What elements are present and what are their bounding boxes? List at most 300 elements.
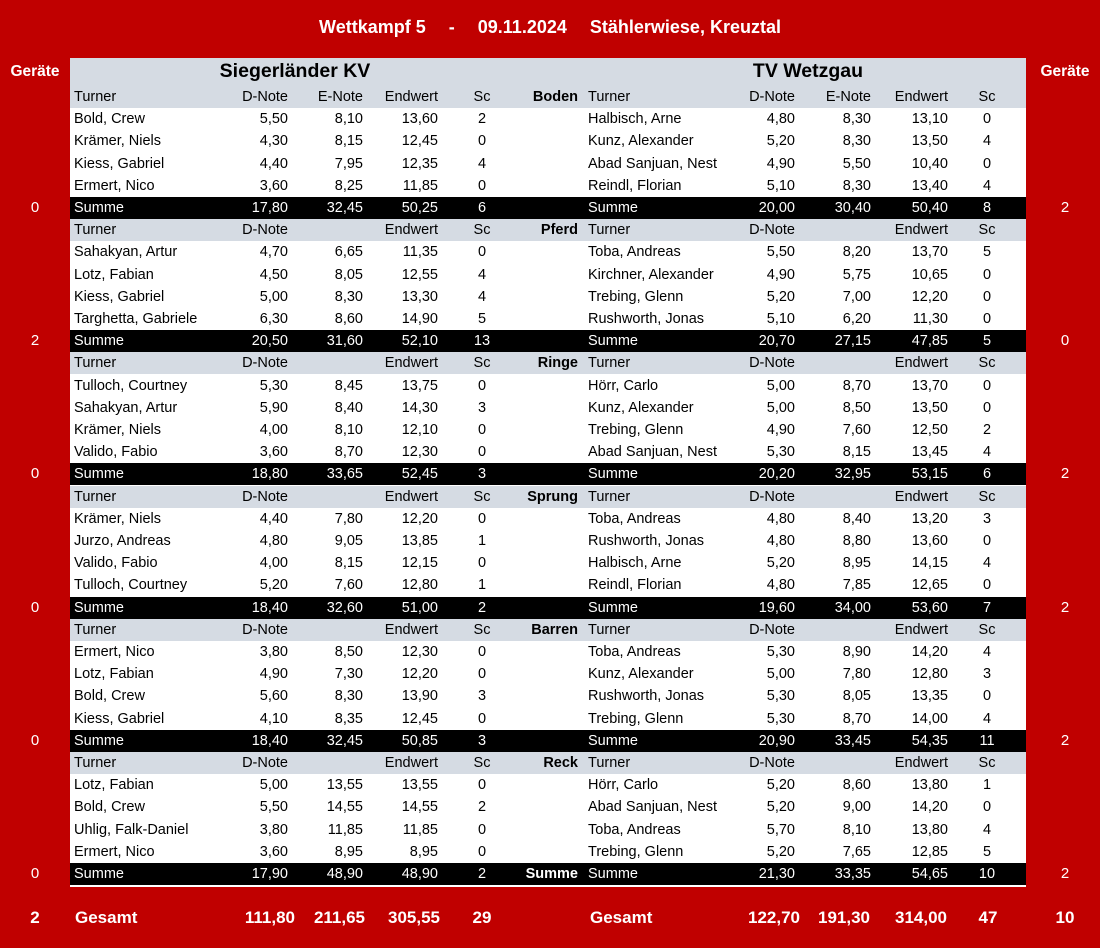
header-turner: Turner xyxy=(588,488,631,505)
enote-value: 8,90 xyxy=(842,644,871,660)
score-points: 4 xyxy=(982,555,992,572)
header-dnote: D-Note xyxy=(749,621,795,638)
summe-dnote: 17,80 xyxy=(251,200,288,216)
summe-label: Summe xyxy=(588,466,638,483)
summe-label: Summe xyxy=(74,200,124,216)
header-endwert: Endwert xyxy=(894,755,948,771)
gymnast-name: Kirchner, Alexander xyxy=(588,266,714,283)
summe-label: Summe xyxy=(588,866,638,882)
enote-value: 13,55 xyxy=(326,777,363,794)
gymnast-name: Bold, Crew xyxy=(74,688,145,705)
gesamt-left-endwert: 305,55 xyxy=(388,908,440,927)
header-sc: Sc xyxy=(978,621,996,638)
header-turner: Turner xyxy=(588,755,631,771)
enote-value: 8,15 xyxy=(334,133,363,150)
summe-dnote: 18,80 xyxy=(251,466,288,483)
endwert-value: 13,50 xyxy=(911,399,948,416)
endwert-value: 11,85 xyxy=(402,177,438,194)
gymnast-name: Ermert, Nico xyxy=(74,644,155,660)
gymnast-name: Reindl, Florian xyxy=(588,177,682,194)
endwert-value: 13,80 xyxy=(911,821,948,838)
endwert-value: 12,85 xyxy=(911,843,948,860)
gymnast-name: Lotz, Fabian xyxy=(74,266,154,283)
dnote-value: 4,50 xyxy=(259,266,288,283)
gymnast-row xyxy=(70,175,1026,197)
gymnast-name: Rushworth, Jonas xyxy=(588,533,705,549)
gymnast-name: Targhetta, Gabriele xyxy=(74,311,198,327)
header-enote: E-Note xyxy=(825,89,871,105)
gymnast-name: Lotz, Fabian xyxy=(74,666,154,683)
summe-label: Summe xyxy=(588,599,638,616)
apparatus-name: Pferd xyxy=(540,222,578,239)
dnote-value: 3,80 xyxy=(259,644,288,660)
score-points: 0 xyxy=(982,288,992,305)
enote-value: 8,25 xyxy=(334,177,363,194)
score-points: 4 xyxy=(477,155,487,172)
header-dnote: D-Note xyxy=(749,755,795,771)
header-sc: Sc xyxy=(473,89,491,105)
gymnast-name: Ermert, Nico xyxy=(74,843,155,860)
gesamt-right-dnote: 122,70 xyxy=(748,908,800,927)
summe-endwert: 54,65 xyxy=(911,866,948,882)
gesamt-left-enote: 211,65 xyxy=(313,908,365,927)
enote-value: 7,30 xyxy=(334,666,363,683)
dnote-value: 5,30 xyxy=(766,710,795,727)
summe-dnote: 17,90 xyxy=(251,866,288,882)
gymnast-row xyxy=(70,574,1026,596)
header-endwert: Endwert xyxy=(384,355,438,372)
enote-value: 5,50 xyxy=(842,155,871,172)
score-points: 5 xyxy=(477,311,487,327)
summe-sc: 11 xyxy=(979,732,995,749)
gesamt-points-left: 2 xyxy=(30,908,40,927)
summe-label: Summe xyxy=(74,732,124,749)
endwert-value: 14,30 xyxy=(401,399,438,416)
event-name: Wettkampf 5 xyxy=(319,17,426,37)
endwert-value: 12,20 xyxy=(401,666,438,683)
enote-value: 8,70 xyxy=(334,444,363,461)
gymnast-row xyxy=(70,796,1026,818)
enote-value: 8,50 xyxy=(334,644,363,660)
apparatus-points-right: 0 xyxy=(1060,332,1070,350)
enote-value: 6,20 xyxy=(842,311,871,327)
enote-value: 8,15 xyxy=(334,555,363,572)
dnote-value: 4,80 xyxy=(766,577,795,594)
enote-value: 7,60 xyxy=(334,577,363,594)
dnote-value: 5,20 xyxy=(766,843,795,860)
summe-dnote: 20,20 xyxy=(758,466,795,483)
header-dnote: D-Note xyxy=(242,355,288,372)
endwert-value: 12,45 xyxy=(401,710,438,727)
dnote-value: 5,50 xyxy=(259,799,288,816)
score-points: 1 xyxy=(982,777,992,794)
gymnast-name: Abad Sanjuan, Nest xyxy=(588,155,717,172)
score-points: 3 xyxy=(982,666,992,683)
right-geraete-label: Geräte xyxy=(1040,63,1090,80)
header-turner: Turner xyxy=(74,755,117,771)
gymnast-row xyxy=(70,441,1026,463)
dnote-value: 5,30 xyxy=(766,444,795,461)
score-points: 4 xyxy=(982,177,992,194)
score-points: 0 xyxy=(477,777,487,794)
gymnast-row xyxy=(70,397,1026,419)
gesamt-right-enote: 191,30 xyxy=(818,908,870,927)
score-points: 4 xyxy=(477,266,487,283)
header-turner: Turner xyxy=(74,488,117,505)
endwert-value: 13,50 xyxy=(911,133,948,150)
summe-sc: 2 xyxy=(477,599,487,616)
header-endwert: Endwert xyxy=(894,89,948,105)
endwert-value: 14,00 xyxy=(911,710,948,727)
gymnast-name: Kiess, Gabriel xyxy=(74,288,165,305)
dnote-value: 5,70 xyxy=(766,821,795,838)
summe-row xyxy=(70,597,1026,619)
gymnast-name: Hörr, Carlo xyxy=(588,777,659,794)
endwert-value: 14,15 xyxy=(911,555,948,572)
score-points: 3 xyxy=(477,399,487,416)
score-points: 4 xyxy=(982,821,992,838)
header-turner: Turner xyxy=(588,89,631,105)
summe-endwert: 51,00 xyxy=(401,599,438,616)
enote-value: 8,40 xyxy=(842,510,871,527)
column-header-row xyxy=(70,219,1026,241)
endwert-value: 14,20 xyxy=(911,644,948,660)
summe-endwert: 50,25 xyxy=(401,200,438,216)
endwert-value: 11,85 xyxy=(402,821,438,838)
gymnast-name: Ermert, Nico xyxy=(74,177,155,194)
dnote-value: 5,20 xyxy=(766,133,795,150)
gymnast-name: Toba, Andreas xyxy=(588,821,681,838)
endwert-value: 13,90 xyxy=(401,688,438,705)
enote-value: 8,95 xyxy=(334,843,363,860)
score-points: 0 xyxy=(982,688,992,705)
score-points: 0 xyxy=(477,644,487,660)
dnote-value: 5,30 xyxy=(766,644,795,660)
header-turner: Turner xyxy=(74,621,117,638)
dnote-value: 4,90 xyxy=(766,155,795,172)
dnote-value: 5,30 xyxy=(259,377,288,394)
gesamt-left-dnote: 111,80 xyxy=(244,908,295,927)
enote-value: 8,95 xyxy=(842,555,871,572)
score-points: 0 xyxy=(477,821,487,838)
dnote-value: 4,90 xyxy=(766,266,795,283)
summe-dnote: 20,70 xyxy=(758,333,795,350)
apparatus-points-right: 2 xyxy=(1060,199,1070,216)
enote-value: 8,05 xyxy=(334,266,363,283)
gymnast-name: Krämer, Niels xyxy=(74,422,162,438)
gymnast-name: Kiess, Gabriel xyxy=(74,155,165,172)
gymnast-name: Valido, Fabio xyxy=(74,444,158,461)
score-points: 0 xyxy=(477,843,487,860)
gymnast-row xyxy=(70,286,1026,308)
score-points: 0 xyxy=(982,799,992,816)
endwert-value: 12,55 xyxy=(401,266,438,283)
endwert-value: 11,30 xyxy=(912,311,948,327)
endwert-value: 14,90 xyxy=(401,311,438,327)
summe-enote: 27,15 xyxy=(834,333,871,350)
endwert-value: 13,45 xyxy=(911,444,948,461)
summe-endwert: 54,35 xyxy=(911,732,948,749)
gesamt-label-left: Gesamt xyxy=(75,908,138,927)
header-sc: Sc xyxy=(978,222,996,239)
enote-value: 8,70 xyxy=(842,377,871,394)
score-points: 0 xyxy=(477,244,487,261)
summe-sc: 6 xyxy=(982,466,992,483)
summe-enote: 30,40 xyxy=(834,200,871,216)
gymnast-name: Kiess, Gabriel xyxy=(74,710,165,727)
gymnast-name: Trebing, Glenn xyxy=(588,422,684,438)
header-sc: Sc xyxy=(978,755,996,771)
gymnast-name: Rushworth, Jonas xyxy=(588,688,705,705)
summe-sc: 13 xyxy=(473,333,491,350)
endwert-value: 11,35 xyxy=(402,244,438,261)
summe-row xyxy=(70,463,1026,485)
gymnast-name: Bold, Crew xyxy=(74,111,145,128)
endwert-value: 12,50 xyxy=(911,422,948,438)
dnote-value: 5,90 xyxy=(259,399,288,416)
gymnast-row xyxy=(70,308,1026,330)
endwert-value: 12,80 xyxy=(401,577,438,594)
score-points: 4 xyxy=(982,444,992,461)
enote-value: 8,30 xyxy=(842,133,871,150)
gymnast-name: Uhlig, Falk-Daniel xyxy=(74,821,189,838)
summe-enote: 34,00 xyxy=(834,599,871,616)
endwert-value: 13,80 xyxy=(911,777,948,794)
endwert-value: 14,55 xyxy=(401,799,438,816)
summe-dnote: 18,40 xyxy=(251,732,288,749)
summe-dnote: 20,90 xyxy=(758,732,795,749)
score-points: 0 xyxy=(982,377,992,394)
summe-enote: 33,65 xyxy=(326,466,363,483)
team-right-name: TV Wetzgau xyxy=(752,60,864,82)
enote-value: 8,10 xyxy=(334,422,363,438)
header-dnote: D-Note xyxy=(242,488,288,505)
gymnast-name: Hörr, Carlo xyxy=(588,377,659,394)
endwert-value: 12,10 xyxy=(401,422,438,438)
gymnast-name: Kunz, Alexander xyxy=(588,399,694,416)
apparatus-name: Reck xyxy=(543,755,578,771)
header-endwert: Endwert xyxy=(384,755,438,771)
score-points: 4 xyxy=(982,133,992,150)
score-points: 2 xyxy=(982,422,992,438)
dnote-value: 3,60 xyxy=(259,843,288,860)
endwert-value: 12,20 xyxy=(401,510,438,527)
gymnast-name: Reindl, Florian xyxy=(588,577,682,594)
enote-value: 9,00 xyxy=(842,799,871,816)
endwert-value: 12,30 xyxy=(401,444,438,461)
dnote-value: 5,20 xyxy=(766,288,795,305)
enote-value: 8,45 xyxy=(334,377,363,394)
score-points: 0 xyxy=(982,266,992,283)
enote-value: 8,40 xyxy=(334,399,363,416)
score-points: 2 xyxy=(477,799,487,816)
endwert-value: 12,80 xyxy=(911,666,948,683)
summe-dnote: 20,50 xyxy=(251,333,288,350)
event-date: 09.11.2024 xyxy=(477,17,567,37)
results-table xyxy=(70,58,1026,887)
endwert-value: 12,15 xyxy=(401,555,438,572)
score-points: 0 xyxy=(477,555,487,572)
summe-row xyxy=(70,730,1026,752)
summe-dnote: 18,40 xyxy=(251,599,288,616)
gymnast-name: Halbisch, Arne xyxy=(588,555,682,572)
gymnast-name: Krämer, Niels xyxy=(74,510,162,527)
enote-value: 8,50 xyxy=(842,399,871,416)
apparatus-points-right: 2 xyxy=(1060,598,1070,616)
gymnast-name: Bold, Crew xyxy=(74,799,145,816)
score-points: 1 xyxy=(477,533,487,549)
summe-enote: 32,45 xyxy=(326,732,363,749)
score-points: 0 xyxy=(477,444,487,461)
left-geraete-label: Geräte xyxy=(10,63,60,80)
summe-endwert: 50,40 xyxy=(911,200,948,216)
gesamt-right-endwert: 314,00 xyxy=(895,908,947,927)
gymnast-row xyxy=(70,419,1026,441)
enote-value: 14,55 xyxy=(326,799,363,816)
enote-value: 8,30 xyxy=(842,177,871,194)
header-endwert: Endwert xyxy=(384,621,438,638)
endwert-value: 13,30 xyxy=(401,288,438,305)
gymnast-row xyxy=(70,663,1026,685)
gymnast-row xyxy=(70,708,1026,730)
score-points: 4 xyxy=(982,710,992,727)
score-points: 2 xyxy=(477,111,487,128)
gymnast-row xyxy=(70,641,1026,663)
enote-value: 7,00 xyxy=(842,288,871,305)
enote-value: 8,30 xyxy=(842,111,871,128)
column-header-row xyxy=(70,352,1026,374)
dnote-value: 4,70 xyxy=(259,244,288,261)
header-endwert: Endwert xyxy=(384,89,438,105)
score-points: 3 xyxy=(982,510,992,527)
column-header-row xyxy=(70,86,1026,108)
gymnast-row xyxy=(70,819,1026,841)
dnote-value: 5,60 xyxy=(259,688,288,705)
apparatus-name: Barren xyxy=(531,621,578,638)
apparatus-points-left: 0 xyxy=(30,731,40,749)
score-points: 0 xyxy=(477,510,487,527)
score-points: 0 xyxy=(477,666,487,683)
gymnast-row xyxy=(70,264,1026,286)
title-separator: - xyxy=(448,17,455,37)
apparatus-points-left: 0 xyxy=(30,865,40,882)
gesamt-right-sc: 47 xyxy=(978,908,998,927)
dnote-value: 5,00 xyxy=(259,288,288,305)
summe-enote: 32,95 xyxy=(834,466,871,483)
score-points: 0 xyxy=(477,177,487,194)
dnote-value: 3,80 xyxy=(259,821,288,838)
gymnast-name: Toba, Andreas xyxy=(588,244,681,261)
dnote-value: 4,90 xyxy=(766,422,795,438)
apparatus-points-left: 0 xyxy=(30,199,40,216)
column-header-row xyxy=(70,486,1026,508)
summe-label: Summe xyxy=(74,866,124,882)
gymnast-row xyxy=(70,241,1026,263)
header-endwert: Endwert xyxy=(894,621,948,638)
team-left-name: Siegerländer KV xyxy=(219,60,371,82)
dnote-value: 4,30 xyxy=(259,133,288,150)
dnote-value: 5,00 xyxy=(766,399,795,416)
summe-sc: 10 xyxy=(978,866,996,882)
summe-sc: 2 xyxy=(477,866,487,882)
apparatus-name: Ringe xyxy=(537,355,578,372)
dnote-value: 5,00 xyxy=(259,777,288,794)
dnote-value: 5,30 xyxy=(766,688,795,705)
score-points: 0 xyxy=(982,111,992,128)
header-dnote: D-Note xyxy=(242,755,288,771)
header-sc: Sc xyxy=(978,488,996,505)
gymnast-row xyxy=(70,685,1026,707)
gymnast-row xyxy=(70,841,1026,863)
dnote-value: 3,60 xyxy=(259,177,288,194)
enote-value: 5,75 xyxy=(842,266,871,283)
enote-value: 9,05 xyxy=(334,533,363,549)
gymnast-name: Tulloch, Courtney xyxy=(74,377,188,394)
gymnast-row xyxy=(70,508,1026,530)
gymnast-name: Sahakyan, Artur xyxy=(74,399,178,416)
dnote-value: 4,10 xyxy=(259,710,288,727)
gymnast-row xyxy=(70,375,1026,397)
summe-sc: 3 xyxy=(477,732,487,749)
enote-value: 8,60 xyxy=(842,777,871,794)
summe-sc: 7 xyxy=(982,599,992,616)
summe-row xyxy=(70,863,1026,885)
header-endwert: Endwert xyxy=(894,488,948,505)
summe-enote: 33,45 xyxy=(834,732,871,749)
header-turner: Turner xyxy=(74,222,117,239)
score-points: 0 xyxy=(982,577,992,594)
gymnast-row xyxy=(70,153,1026,175)
gymnast-name: Kunz, Alexander xyxy=(588,133,694,150)
endwert-value: 14,20 xyxy=(911,799,948,816)
header-dnote: D-Note xyxy=(749,89,795,105)
endwert-value: 12,20 xyxy=(911,288,948,305)
summe-label: Summe xyxy=(74,466,124,483)
dnote-value: 5,20 xyxy=(766,777,795,794)
endwert-value: 10,65 xyxy=(911,266,948,283)
summe-label: Summe xyxy=(74,333,124,350)
gymnast-name: Halbisch, Arne xyxy=(588,111,682,128)
gesamt-left-sc: 29 xyxy=(472,908,492,927)
header-endwert: Endwert xyxy=(384,488,438,505)
dnote-value: 4,80 xyxy=(259,533,288,549)
apparatus-points-left: 0 xyxy=(30,598,40,616)
endwert-value: 13,60 xyxy=(401,111,438,128)
endwert-value: 13,10 xyxy=(911,111,948,128)
summe-enote: 48,90 xyxy=(326,866,363,882)
header-dnote: D-Note xyxy=(242,621,288,638)
summe-endwert: 53,60 xyxy=(911,599,948,616)
summe-label: Summe xyxy=(588,732,638,749)
apparatus-points-right: 2 xyxy=(1060,865,1070,882)
summe-sc: 3 xyxy=(477,466,487,483)
header-turner: Turner xyxy=(74,355,117,372)
endwert-value: 10,40 xyxy=(911,155,948,172)
summe-endwert: 52,45 xyxy=(401,466,438,483)
header-sc: Sc xyxy=(473,355,491,372)
gymnast-name: Toba, Andreas xyxy=(588,644,681,660)
enote-value: 7,95 xyxy=(334,155,363,172)
summe-dnote: 21,30 xyxy=(758,866,795,882)
dnote-value: 5,00 xyxy=(766,666,795,683)
summe-enote: 31,60 xyxy=(326,333,363,350)
gymnast-name: Valido, Fabio xyxy=(74,555,158,572)
summe-row xyxy=(70,197,1026,219)
score-points: 0 xyxy=(477,710,487,727)
gymnast-name: Krämer, Niels xyxy=(74,133,162,150)
gymnast-name: Lotz, Fabian xyxy=(74,777,154,794)
gymnast-name: Abad Sanjuan, Nest xyxy=(588,799,717,816)
